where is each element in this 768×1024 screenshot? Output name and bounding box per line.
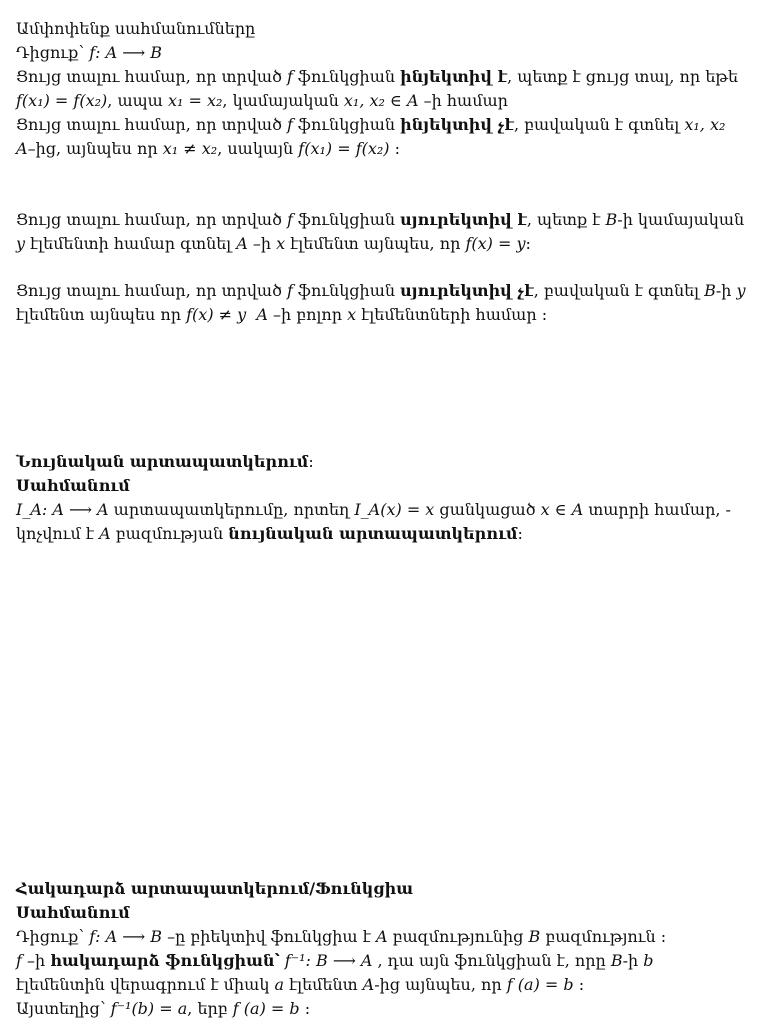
injective-rule-line-2: f(x₁) = f(x₂), ապա x₁ = x₂, կամայական x₁, x₂ ∈ A –ի համար — [16, 91, 508, 110]
not-injective-rule-line-2: A–ից, այնպես որ x₁ ≠ x₂, սակայն f(x₁) = f(x₂) : — [16, 139, 401, 158]
surjective-term: սյուրեկտիվ է — [400, 210, 527, 229]
section-identity — [16, 450, 756, 546]
inverse-line-4: Այստեղից՝ f⁻¹(b) = a, երբ f (a) = b : — [16, 999, 311, 1018]
inverse-definition-label: Սահմանում — [16, 903, 130, 922]
section-injective — [16, 17, 756, 161]
surjective-rule-line-1: Ցույց տալու համար, որ տրված f ֆունկցիան սյուրեկտիվ է, պետք է B-ի կամայական — [16, 210, 745, 229]
identity-definition-label: Սահմանում — [16, 476, 130, 495]
identity-term: նույնական արտապատկերում — [228, 524, 518, 543]
summary-heading: Ամփոփենք սահմանումները — [16, 19, 256, 38]
identity-line-1: I_A: A ⟶ A արտապատկերումը, որտեղ I_A(x) = x ցանկացած x ∈ A տարրի համար, - — [16, 500, 731, 519]
section-not-surjective — [16, 279, 756, 327]
injective-rule-line-1: Ցույց տալու համար, որ տրված f ֆունկցիան ինյեկտիվ է, պետք է ցույց տալ, որ եթե — [16, 67, 739, 86]
injective-term: ինյեկտիվ է — [400, 67, 508, 86]
inverse-title: Հակադարձ արտապատկերում/Ֆունկցիա — [16, 879, 414, 898]
not-injective-term: ինյեկտիվ չէ — [400, 115, 514, 134]
inverse-line-2: f –ի հակադարձ ֆունկցիան՝ f⁻¹: B ⟶ A , դա այն ֆունկցիան է, որը B-ի b — [16, 951, 654, 970]
identity-title: Նույնական արտապատկերում: — [16, 452, 314, 471]
not-surjective-rule-line-1: Ցույց տալու համար, որ տրված f ֆունկցիան սյուրեկտիվ չէ, բավական է գտնել B-ի y — [16, 281, 746, 300]
given-line: Դիցուք՝ f: A ⟶ B — [16, 43, 163, 62]
not-injective-rule-line-1: Ցույց տալու համար, որ տրված f ֆունկցիան ինյեկտիվ չէ, բավական է գտնել x₁, x₂ — [16, 115, 726, 134]
not-surjective-rule-line-2: էլեմենտ այնպես որ f(x) ≠ y A –ի բոլոր x էլեմենտների համար : — [16, 305, 548, 324]
section-surjective — [16, 208, 756, 256]
not-surjective-term: սյուրեկտիվ չէ — [400, 281, 534, 300]
inverse-line-3: էլեմենտին վերագրում է միակ a էլեմենտ A-ից այնպես, որ f (a) = b : — [16, 975, 585, 994]
inverse-line-1: Դիցուք՝ f: A ⟶ B –ը բիեկտիվ ֆունկցիա է A բազմությունից B բազմություն : — [16, 927, 667, 946]
surjective-rule-line-2: y էլեմենտի համար գտնել A –ի x էլեմենտ այնպես, որ f(x) = y: — [16, 234, 531, 253]
identity-line-2: կոչվում է A բազմության նույնական արտապատկերում: — [16, 524, 523, 543]
section-inverse — [16, 877, 756, 1021]
inverse-term: հակադարձ ֆունկցիան՝ — [50, 951, 280, 970]
